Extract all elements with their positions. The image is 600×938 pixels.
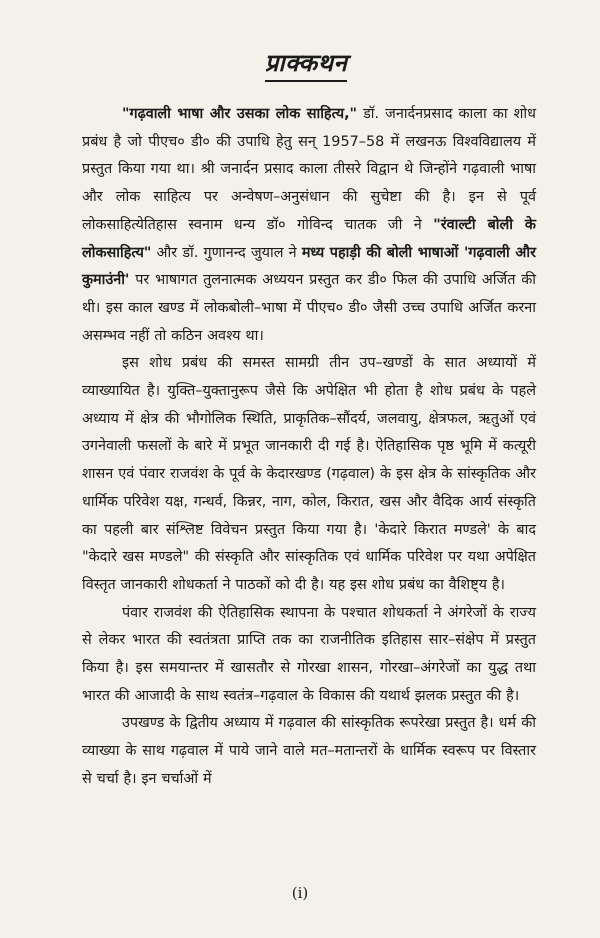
bold-text-run: मध्य पहाड़ी की बोली भाषाओं 'गढ़वाली और कुमाउंनी' (82, 244, 536, 289)
text-run: इस शोध प्रबंध की समस्त सामग्री तीन उप–खण्डों के सात अध्यायों में व्याख्यायित है। युक्ति–युक्तानुरूप जैसे कि अपेक्षित भी होता है शोध प्रबंध के पहले अध्याय में क्षेत्र की भौगोलिक स्थिति, प्राकृतिक–सौंदर्य, जलवायु, क्षेत्रफल, ऋतुओं एवं उगनेवाली फसलों के बारे में प्रभूत जानकारी दी गई है। ऐतिहासिक पृष्ठ भूमि में कत्यूरी शासन एवं पंवार राजवंश के पूर्व के केदारखण्ड (गढ़वाल) के इस क्षेत्र के सांस्कृतिक और धार्मिक परिवेश यक्ष, गन्धर्व, किन्नर, नाग, कोल, किरात, खस और वैदिक आर्य संस्कृति का पहली बार संश्लिष्ट विवेचन प्रस्तुत किया गया है। 'केदारे किरात मण्डले' के बाद "केदारे खस मण्डले" की संस्कृति और सांस्कृतिक एवं धार्मिक परिवेश पर यथा अपेक्षित विस्तृत जानकारी शोधकर्ता ने पाठकों को दी है। यह इस शोध प्रबंध का वैशिष्ट्य है। (82, 355, 536, 593)
paragraph (82, 710, 536, 793)
text-run: पर भाषागत तुलनात्मक अध्ययन प्रस्तुत कर डी० फिल की उपाधि अर्जित की थी। इस काल खण्ड में लोकबोली–भाषा में पीएच० डी० जैसी उच्च उपाधि अर्जित करना असम्भव नहीं तो कठिन अवश्य था। (82, 272, 536, 344)
page-number: (i) (291, 884, 309, 902)
bold-text-run: "रंवाल्टी बोली के लोकसाहित्य" (82, 216, 536, 261)
text-run: और डॉ. गुणानन्द जुयाल ने (151, 244, 302, 261)
bold-text-run: "गढ़वाली भाषा और उसका लोक साहित्य," (122, 106, 358, 122)
paragraph (82, 101, 536, 350)
page-title (0, 46, 600, 82)
paragraph (82, 600, 536, 711)
text-run: पंवार राजवंश की ऐतिहासिक स्थापना के पश्चात शोधकर्ता ने अंगरेजों के राज्य से लेकर भारत की स्वतंत्रता प्राप्ति तक का राजनीतिक इतिहास सार–संक्षेप में प्रस्तुत किया है। इस समयान्तर में खासतौर से गोरखा शासन, गोरखा–अंगरेजों का युद्ध तथा भारत की आजादी के साथ स्वतंत्र–गढ़वाल के विकास की यथार्थ झलक प्रस्तुत की है। (82, 604, 536, 704)
text-run: उपखण्ड के द्वितीय अध्याय में गढ़वाल की सांस्कृतिक रूपरेखा प्रस्तुत है। धर्म की व्याख्या के साथ गढ़वाल में पाये जाने वाले मत–मतान्तरों के धार्मिक स्वरूप पर विस्तार से चर्चा है। इन चर्चाओं में (82, 715, 536, 787)
paragraph (82, 350, 536, 599)
text-run: डॉ. जनार्दनप्रसाद काला का शोध प्रबंध है जो पीएच० डी० की उपाधि हेतु सन् 1957–58 में लखनऊ विश्वविद्यालय में प्रस्तुत किया गया था। श्री जनार्दन प्रसाद काला तीसरे विद्वान थे जिन्होंने गढ़वाली भाषा और लोक साहित्य पर अन्वेषण–अनुसंधान की सुचेष्टा की है। इन से पूर्व लोकसाहित्येतिहास स्वनाम धन्य डॉ० गोविन्द चातक जी ने (82, 106, 536, 233)
body-text (82, 101, 536, 794)
page-title-text: प्राक्कथन (265, 46, 348, 82)
